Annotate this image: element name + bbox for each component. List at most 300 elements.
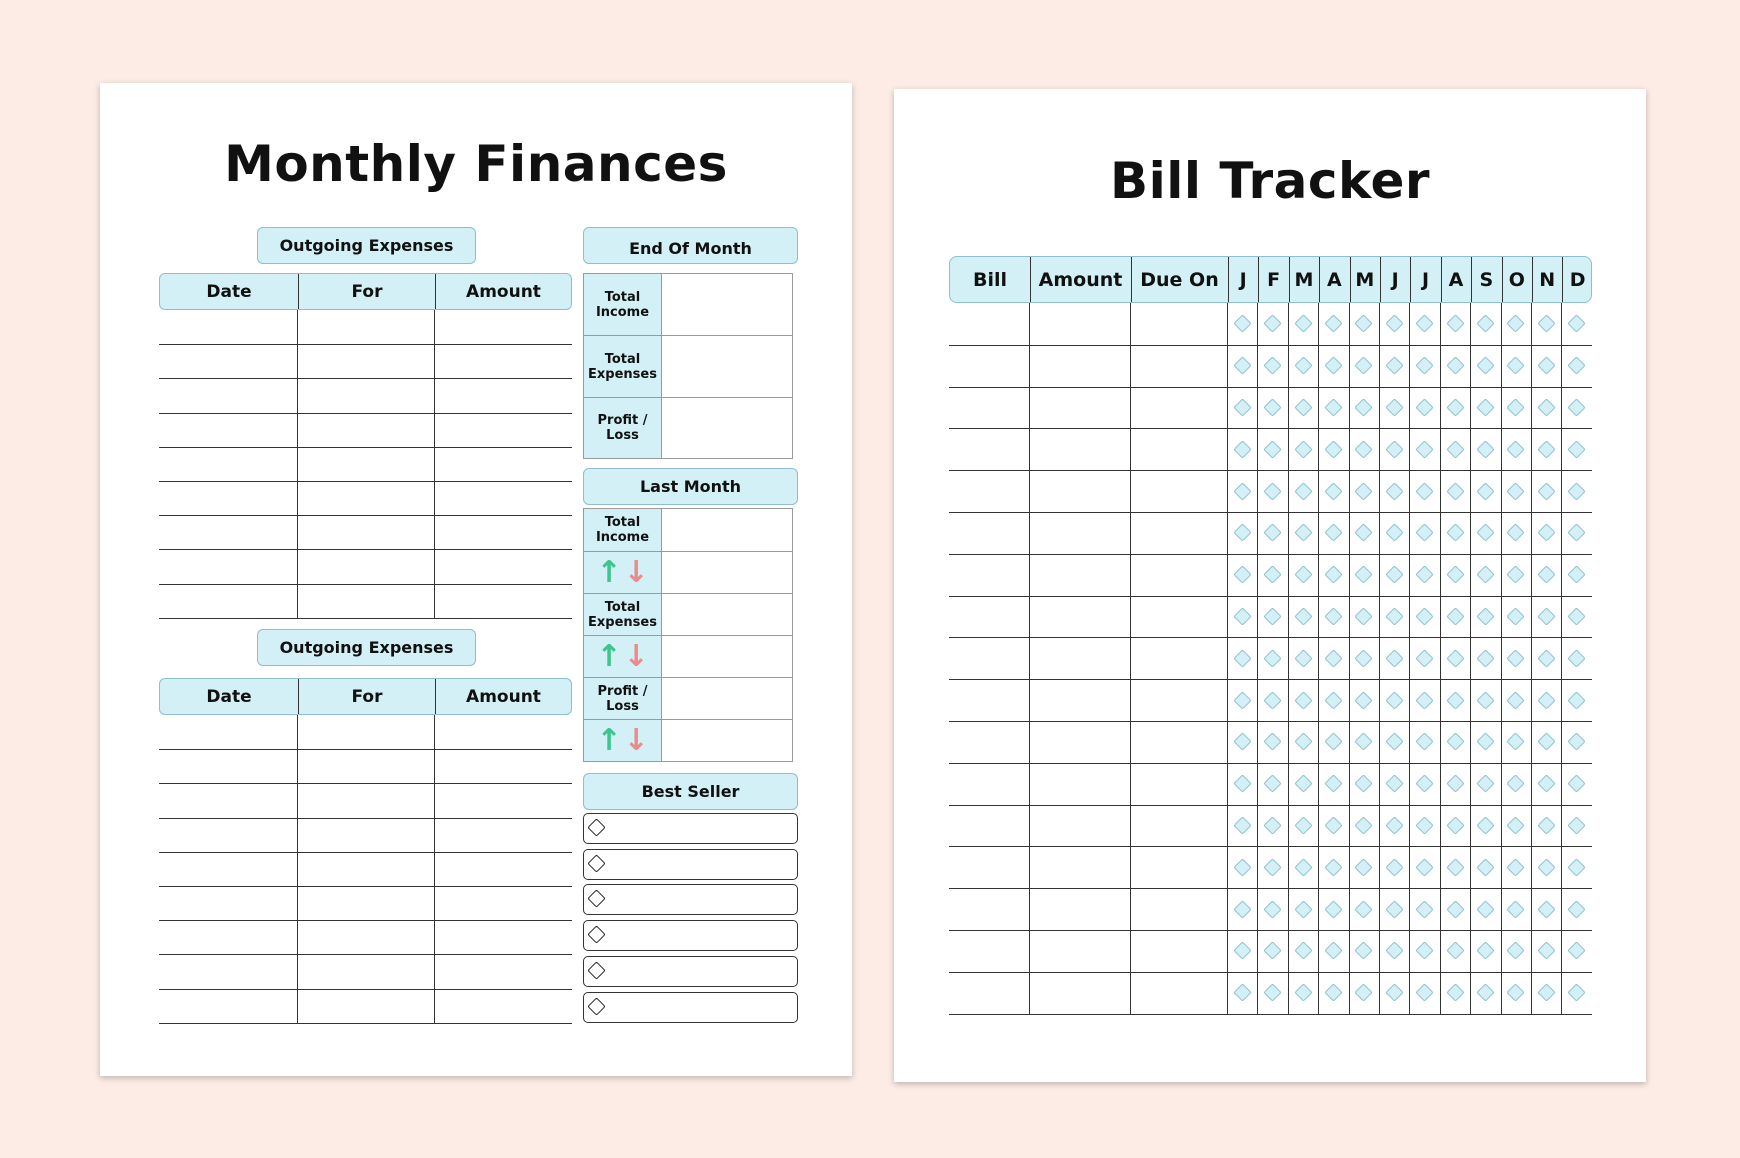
month-header: F <box>1267 268 1281 291</box>
checkbox-diamond-icon[interactable] <box>1567 524 1585 542</box>
column-divider <box>1350 257 1351 302</box>
checkbox-diamond-icon[interactable] <box>1537 315 1555 333</box>
checkbox-diamond-icon[interactable] <box>1355 774 1373 792</box>
monthly-finances-page <box>100 83 852 1076</box>
checkbox-diamond-icon[interactable] <box>1567 774 1585 792</box>
checkbox-diamond-icon[interactable] <box>1507 398 1525 416</box>
checkbox-diamond-icon[interactable] <box>1476 649 1494 667</box>
checkbox-diamond-icon[interactable] <box>1324 524 1342 542</box>
arrow-down-icon: ↓ <box>623 554 649 590</box>
checkbox-diamond-icon[interactable] <box>1567 816 1585 834</box>
table-row-line <box>159 749 572 750</box>
checkbox-diamond-icon[interactable] <box>1324 816 1342 834</box>
month-header: M <box>1294 268 1314 291</box>
checkbox-diamond-icon[interactable] <box>1385 607 1403 625</box>
checkbox-diamond-icon[interactable] <box>1567 440 1585 458</box>
checkbox-diamond-icon[interactable] <box>1233 315 1251 333</box>
arrow-up-icon: ↑ <box>596 638 622 674</box>
checkbox-diamond-icon[interactable] <box>1446 691 1464 709</box>
checkbox-diamond-icon[interactable] <box>1233 942 1251 960</box>
checkbox-diamond-icon[interactable] <box>1476 774 1494 792</box>
checkbox-diamond-icon[interactable] <box>1446 733 1464 751</box>
checkbox-diamond-icon[interactable] <box>1263 398 1281 416</box>
checkbox-diamond-icon[interactable] <box>1446 440 1464 458</box>
checkbox-diamond-icon[interactable] <box>1324 315 1342 333</box>
checkbox-diamond-icon[interactable] <box>1324 398 1342 416</box>
checkbox-diamond-icon[interactable] <box>1476 398 1494 416</box>
checkbox-diamond-icon[interactable] <box>1415 315 1433 333</box>
column-divider <box>1318 303 1319 1014</box>
month-header: J <box>1239 268 1247 291</box>
column-header-for: For <box>298 274 435 309</box>
checkbox-diamond-icon[interactable] <box>1537 942 1555 960</box>
checkbox-diamond-icon[interactable] <box>1233 774 1251 792</box>
checkbox-diamond-icon[interactable] <box>1385 691 1403 709</box>
checkbox-diamond-icon[interactable] <box>1263 733 1281 751</box>
checkbox-diamond-icon[interactable] <box>1385 482 1403 500</box>
checkbox-diamond-icon[interactable] <box>1263 440 1281 458</box>
checkbox-diamond-icon[interactable] <box>1567 691 1585 709</box>
profit-trend-arrows[interactable] <box>584 720 661 761</box>
total-income-label: Total Income <box>584 274 661 336</box>
checkbox-diamond-icon[interactable] <box>1263 691 1281 709</box>
arrow-down-icon: ↓ <box>623 722 649 758</box>
checkbox-diamond-icon[interactable] <box>1415 983 1433 1001</box>
checkbox-diamond-icon[interactable] <box>1233 649 1251 667</box>
checkbox-diamond-icon[interactable] <box>1537 649 1555 667</box>
checkbox-diamond-icon[interactable] <box>1324 607 1342 625</box>
month-header: M <box>1355 268 1375 291</box>
checkbox-diamond-icon[interactable] <box>1507 942 1525 960</box>
table-row-line <box>159 515 572 516</box>
checkbox-diamond-icon[interactable] <box>1537 565 1555 583</box>
checkbox-diamond-icon[interactable] <box>1415 816 1433 834</box>
checkbox-diamond-icon[interactable] <box>1233 524 1251 542</box>
checkbox-diamond-icon[interactable] <box>1263 315 1281 333</box>
column-header-bill: Bill <box>972 268 1008 291</box>
column-divider <box>297 310 298 618</box>
checkbox-diamond-icon[interactable] <box>1415 774 1433 792</box>
checkbox-diamond-icon[interactable] <box>1385 524 1403 542</box>
checkbox-diamond-icon[interactable] <box>1385 900 1403 918</box>
checkbox-diamond-icon[interactable] <box>1355 398 1373 416</box>
checkbox-diamond-icon[interactable] <box>1233 565 1251 583</box>
checkbox-diamond-icon[interactable] <box>1324 691 1342 709</box>
checkbox-diamond-icon[interactable] <box>587 818 605 836</box>
expenses-table-header-1 <box>159 273 572 310</box>
best-seller-row[interactable] <box>583 920 798 951</box>
arrow-up-icon: ↑ <box>596 722 622 758</box>
column-header-due-on: Due On <box>1140 268 1219 291</box>
column-divider <box>1561 303 1562 1014</box>
checkbox-diamond-icon[interactable] <box>1537 900 1555 918</box>
checkbox-diamond-icon[interactable] <box>1537 816 1555 834</box>
checkbox-diamond-icon[interactable] <box>1324 649 1342 667</box>
column-divider <box>1257 303 1258 1014</box>
outgoing-expenses-label: Outgoing Expenses <box>257 227 476 264</box>
checkbox-diamond-icon[interactable] <box>1537 482 1555 500</box>
column-divider <box>1410 257 1411 302</box>
checkbox-diamond-icon[interactable] <box>1537 398 1555 416</box>
checkbox-diamond-icon[interactable] <box>1446 816 1464 834</box>
checkbox-diamond-icon[interactable] <box>1385 565 1403 583</box>
best-seller-row[interactable] <box>583 884 798 915</box>
checkbox-diamond-icon[interactable] <box>587 961 605 979</box>
checkbox-diamond-icon[interactable] <box>1446 649 1464 667</box>
checkbox-diamond-icon[interactable] <box>1415 524 1433 542</box>
checkbox-diamond-icon[interactable] <box>1385 942 1403 960</box>
checkbox-diamond-icon[interactable] <box>1355 440 1373 458</box>
table-row-line <box>159 549 572 550</box>
checkbox-diamond-icon[interactable] <box>1507 816 1525 834</box>
table-row-line <box>159 886 572 887</box>
checkbox-diamond-icon[interactable] <box>1324 356 1342 374</box>
checkbox-diamond-icon[interactable] <box>1537 733 1555 751</box>
checkbox-diamond-icon[interactable] <box>1355 565 1373 583</box>
checkbox-diamond-icon[interactable] <box>1355 983 1373 1001</box>
checkbox-diamond-icon[interactable] <box>1446 774 1464 792</box>
table-row-line <box>949 721 1592 722</box>
checkbox-diamond-icon[interactable] <box>1355 356 1373 374</box>
checkbox-diamond-icon[interactable] <box>1415 607 1433 625</box>
checkbox-diamond-icon[interactable] <box>1294 816 1312 834</box>
checkbox-diamond-icon[interactable] <box>1233 398 1251 416</box>
end-of-month-label: End Of Month <box>583 227 798 264</box>
checkbox-diamond-icon[interactable] <box>1415 482 1433 500</box>
column-divider <box>1227 303 1228 1014</box>
checkbox-diamond-icon[interactable] <box>1415 649 1433 667</box>
column-header-amount: Amount <box>435 679 571 714</box>
checkbox-diamond-icon[interactable] <box>1233 356 1251 374</box>
checkbox-diamond-icon[interactable] <box>1263 607 1281 625</box>
checkbox-diamond-icon[interactable] <box>1233 733 1251 751</box>
best-seller-label: Best Seller <box>583 773 798 810</box>
checkbox-diamond-icon[interactable] <box>1537 607 1555 625</box>
table-row-line <box>949 470 1592 471</box>
checkbox-diamond-icon[interactable] <box>1355 482 1373 500</box>
checkbox-diamond-icon[interactable] <box>1415 398 1433 416</box>
checkbox-diamond-icon[interactable] <box>1263 565 1281 583</box>
month-header: J <box>1422 268 1430 291</box>
page-title: Monthly Finances <box>224 135 728 193</box>
checkbox-diamond-icon[interactable] <box>1324 774 1342 792</box>
column-divider <box>1441 257 1442 302</box>
table-row-line <box>159 413 572 414</box>
checkbox-diamond-icon[interactable] <box>1355 691 1373 709</box>
checkbox-diamond-icon[interactable] <box>1294 482 1312 500</box>
checkbox-diamond-icon[interactable] <box>1294 315 1312 333</box>
checkbox-diamond-icon[interactable] <box>1324 733 1342 751</box>
checkbox-diamond-icon[interactable] <box>1385 858 1403 876</box>
checkbox-diamond-icon[interactable] <box>1355 649 1373 667</box>
checkbox-diamond-icon[interactable] <box>1355 900 1373 918</box>
checkbox-diamond-icon[interactable] <box>1507 649 1525 667</box>
column-divider <box>1288 303 1289 1014</box>
table-row-line <box>949 763 1592 764</box>
checkbox-diamond-icon[interactable] <box>1537 983 1555 1001</box>
checkbox-diamond-icon[interactable] <box>1567 565 1585 583</box>
checkbox-diamond-icon[interactable] <box>1567 482 1585 500</box>
checkbox-diamond-icon[interactable] <box>1537 691 1555 709</box>
checkbox-diamond-icon[interactable] <box>1233 983 1251 1001</box>
column-divider <box>1131 257 1132 302</box>
checkbox-diamond-icon[interactable] <box>1355 607 1373 625</box>
checkbox-diamond-icon[interactable] <box>1263 482 1281 500</box>
bill-table-header <box>949 256 1592 303</box>
month-header: D <box>1569 268 1586 291</box>
table-row-line <box>949 554 1592 555</box>
checkbox-diamond-icon[interactable] <box>1233 691 1251 709</box>
checkbox-diamond-icon[interactable] <box>1446 398 1464 416</box>
checkbox-diamond-icon[interactable] <box>1415 440 1433 458</box>
checkbox-diamond-icon[interactable] <box>1446 565 1464 583</box>
checkbox-diamond-icon[interactable] <box>1446 524 1464 542</box>
checkbox-diamond-icon[interactable] <box>1507 691 1525 709</box>
checkbox-diamond-icon[interactable] <box>1537 774 1555 792</box>
column-divider <box>1532 257 1533 302</box>
checkbox-diamond-icon[interactable] <box>1537 858 1555 876</box>
checkbox-diamond-icon[interactable] <box>1476 942 1494 960</box>
checkbox-diamond-icon[interactable] <box>1324 858 1342 876</box>
table-row-line <box>159 818 572 819</box>
column-header-date: Date <box>206 281 252 302</box>
checkbox-diamond-icon[interactable] <box>1507 482 1525 500</box>
checkbox-diamond-icon[interactable] <box>1567 649 1585 667</box>
best-seller-row[interactable] <box>583 813 798 844</box>
checkbox-diamond-icon[interactable] <box>1507 565 1525 583</box>
checkbox-diamond-icon[interactable] <box>1294 858 1312 876</box>
column-divider <box>297 715 298 1023</box>
checkbox-diamond-icon[interactable] <box>1355 858 1373 876</box>
month-header: N <box>1539 268 1556 291</box>
column-divider <box>1289 257 1290 302</box>
checkbox-diamond-icon[interactable] <box>1567 900 1585 918</box>
checkbox-diamond-icon[interactable] <box>1415 900 1433 918</box>
checkbox-diamond-icon[interactable] <box>1476 733 1494 751</box>
checkbox-diamond-icon[interactable] <box>1294 900 1312 918</box>
column-divider <box>1030 257 1031 302</box>
best-seller-row[interactable] <box>583 956 798 987</box>
checkbox-diamond-icon[interactable] <box>1476 816 1494 834</box>
checkbox-diamond-icon[interactable] <box>1446 858 1464 876</box>
expenses-trend-arrows[interactable] <box>584 636 661 677</box>
table-row-line <box>949 1014 1592 1015</box>
column-divider <box>1258 257 1259 302</box>
checkbox-diamond-icon[interactable] <box>1446 607 1464 625</box>
checkbox-diamond-icon[interactable] <box>1476 607 1494 625</box>
checkbox-diamond-icon[interactable] <box>1507 607 1525 625</box>
column-divider <box>1502 257 1503 302</box>
checkbox-diamond-icon[interactable] <box>1324 983 1342 1001</box>
checkbox-diamond-icon[interactable] <box>1294 774 1312 792</box>
checkbox-diamond-icon[interactable] <box>1507 315 1525 333</box>
checkbox-diamond-icon[interactable] <box>1355 942 1373 960</box>
checkbox-diamond-icon[interactable] <box>1567 983 1585 1001</box>
income-trend-arrows[interactable] <box>584 552 661 593</box>
checkbox-diamond-icon[interactable] <box>1263 942 1281 960</box>
checkbox-diamond-icon[interactable] <box>1507 858 1525 876</box>
checkbox-diamond-icon[interactable] <box>1355 733 1373 751</box>
checkbox-diamond-icon[interactable] <box>1446 482 1464 500</box>
checkbox-diamond-icon[interactable] <box>1263 524 1281 542</box>
checkbox-diamond-icon[interactable] <box>587 890 605 908</box>
table-row-line <box>159 954 572 955</box>
column-header-amount: Amount <box>435 274 571 309</box>
checkbox-diamond-icon[interactable] <box>1415 565 1433 583</box>
checkbox-diamond-icon[interactable] <box>1446 900 1464 918</box>
checkbox-diamond-icon[interactable] <box>1446 315 1464 333</box>
checkbox-diamond-icon[interactable] <box>1294 733 1312 751</box>
checkbox-diamond-icon[interactable] <box>1415 733 1433 751</box>
checkbox-diamond-icon[interactable] <box>1476 691 1494 709</box>
checkbox-diamond-icon[interactable] <box>1294 398 1312 416</box>
checkbox-diamond-icon[interactable] <box>1415 356 1433 374</box>
last-month-label: Last Month <box>583 468 798 505</box>
column-divider <box>1562 257 1563 302</box>
checkbox-diamond-icon[interactable] <box>1294 649 1312 667</box>
checkbox-diamond-icon[interactable] <box>1324 900 1342 918</box>
checkbox-diamond-icon[interactable] <box>1294 691 1312 709</box>
checkbox-diamond-icon[interactable] <box>1476 900 1494 918</box>
checkbox-diamond-icon[interactable] <box>1294 524 1312 542</box>
table-row-line <box>949 596 1592 597</box>
column-divider <box>1440 303 1441 1014</box>
best-seller-row[interactable] <box>583 849 798 880</box>
checkbox-diamond-icon[interactable] <box>1567 315 1585 333</box>
checkbox-diamond-icon[interactable] <box>587 854 605 872</box>
month-header: A <box>1327 268 1342 291</box>
profit-loss-label: Profit / Loss <box>584 398 661 458</box>
checkbox-diamond-icon[interactable] <box>1567 356 1585 374</box>
checkbox-diamond-icon[interactable] <box>1294 565 1312 583</box>
table-row-line <box>159 618 572 619</box>
checkbox-diamond-icon[interactable] <box>1537 440 1555 458</box>
checkbox-diamond-icon[interactable] <box>1476 565 1494 583</box>
checkbox-diamond-icon[interactable] <box>1263 983 1281 1001</box>
checkbox-diamond-icon[interactable] <box>1294 356 1312 374</box>
checkbox-diamond-icon[interactable] <box>587 925 605 943</box>
checkbox-diamond-icon[interactable] <box>587 997 605 1015</box>
checkbox-diamond-icon[interactable] <box>1355 524 1373 542</box>
table-row-line <box>949 805 1592 806</box>
checkbox-diamond-icon[interactable] <box>1233 440 1251 458</box>
table-row-line <box>949 846 1592 847</box>
table-row-line <box>949 428 1592 429</box>
checkbox-diamond-icon[interactable] <box>1263 774 1281 792</box>
checkbox-diamond-icon[interactable] <box>1415 942 1433 960</box>
checkbox-diamond-icon[interactable] <box>1233 482 1251 500</box>
column-header-for: For <box>298 679 435 714</box>
checkbox-diamond-icon[interactable] <box>1233 816 1251 834</box>
checkbox-diamond-icon[interactable] <box>1385 440 1403 458</box>
checkbox-diamond-icon[interactable] <box>1476 983 1494 1001</box>
checkbox-diamond-icon[interactable] <box>1263 900 1281 918</box>
checkbox-diamond-icon[interactable] <box>1507 774 1525 792</box>
checkbox-diamond-icon[interactable] <box>1507 440 1525 458</box>
checkbox-diamond-icon[interactable] <box>1294 607 1312 625</box>
checkbox-diamond-icon[interactable] <box>1324 482 1342 500</box>
checkbox-diamond-icon[interactable] <box>1537 524 1555 542</box>
checkbox-diamond-icon[interactable] <box>1446 983 1464 1001</box>
checkbox-diamond-icon[interactable] <box>1324 565 1342 583</box>
best-seller-row[interactable] <box>583 992 798 1023</box>
bill-tracker-page <box>894 89 1646 1082</box>
checkbox-diamond-icon[interactable] <box>1415 858 1433 876</box>
checkbox-diamond-icon[interactable] <box>1385 356 1403 374</box>
checkbox-diamond-icon[interactable] <box>1233 900 1251 918</box>
checkbox-diamond-icon[interactable] <box>1324 942 1342 960</box>
table-row-line <box>949 387 1592 388</box>
expenses-table-header-2 <box>159 678 572 715</box>
checkbox-diamond-icon[interactable] <box>1385 983 1403 1001</box>
checkbox-diamond-icon[interactable] <box>1385 398 1403 416</box>
checkbox-diamond-icon[interactable] <box>1476 356 1494 374</box>
month-header: S <box>1479 268 1494 291</box>
month-header: O <box>1508 268 1525 291</box>
checkbox-diamond-icon[interactable] <box>1385 774 1403 792</box>
column-divider <box>1228 257 1229 302</box>
checkbox-diamond-icon[interactable] <box>1567 607 1585 625</box>
checkbox-diamond-icon[interactable] <box>1567 942 1585 960</box>
checkbox-diamond-icon[interactable] <box>1294 983 1312 1001</box>
checkbox-diamond-icon[interactable] <box>1385 315 1403 333</box>
column-header-amount: Amount <box>1038 268 1123 291</box>
checkbox-diamond-icon[interactable] <box>1507 900 1525 918</box>
checkbox-diamond-icon[interactable] <box>1263 356 1281 374</box>
checkbox-diamond-icon[interactable] <box>1507 524 1525 542</box>
checkbox-diamond-icon[interactable] <box>1263 816 1281 834</box>
checkbox-diamond-icon[interactable] <box>1507 356 1525 374</box>
checkbox-diamond-icon[interactable] <box>1415 691 1433 709</box>
last-month-box <box>583 508 793 762</box>
checkbox-diamond-icon[interactable] <box>1233 607 1251 625</box>
checkbox-diamond-icon[interactable] <box>1355 816 1373 834</box>
arrow-down-icon: ↓ <box>623 638 649 674</box>
checkbox-diamond-icon[interactable] <box>1324 440 1342 458</box>
column-divider <box>1029 303 1030 1014</box>
profit-loss-label: Profit / Loss <box>584 678 661 719</box>
table-row-line <box>159 783 572 784</box>
checkbox-diamond-icon[interactable] <box>1476 482 1494 500</box>
checkbox-diamond-icon[interactable] <box>1263 858 1281 876</box>
checkbox-diamond-icon[interactable] <box>1567 398 1585 416</box>
checkbox-diamond-icon[interactable] <box>1385 733 1403 751</box>
checkbox-diamond-icon[interactable] <box>1294 440 1312 458</box>
checkbox-diamond-icon[interactable] <box>1507 983 1525 1001</box>
checkbox-diamond-icon[interactable] <box>1263 649 1281 667</box>
checkbox-diamond-icon[interactable] <box>1476 440 1494 458</box>
checkbox-diamond-icon[interactable] <box>1385 816 1403 834</box>
column-divider <box>1380 257 1381 302</box>
column-divider <box>1319 257 1320 302</box>
checkbox-diamond-icon[interactable] <box>1507 733 1525 751</box>
checkbox-diamond-icon[interactable] <box>1294 942 1312 960</box>
checkbox-diamond-icon[interactable] <box>1233 858 1251 876</box>
checkbox-diamond-icon[interactable] <box>1567 733 1585 751</box>
checkbox-diamond-icon[interactable] <box>1476 524 1494 542</box>
checkbox-diamond-icon[interactable] <box>1476 858 1494 876</box>
column-divider <box>661 509 662 761</box>
checkbox-diamond-icon[interactable] <box>1355 315 1373 333</box>
checkbox-diamond-icon[interactable] <box>1446 356 1464 374</box>
checkbox-diamond-icon[interactable] <box>1567 858 1585 876</box>
checkbox-diamond-icon[interactable] <box>1476 315 1494 333</box>
checkbox-diamond-icon[interactable] <box>1385 649 1403 667</box>
column-divider <box>1349 303 1350 1014</box>
checkbox-diamond-icon[interactable] <box>1537 356 1555 374</box>
checkbox-diamond-icon[interactable] <box>1446 942 1464 960</box>
month-header: A <box>1448 268 1464 291</box>
